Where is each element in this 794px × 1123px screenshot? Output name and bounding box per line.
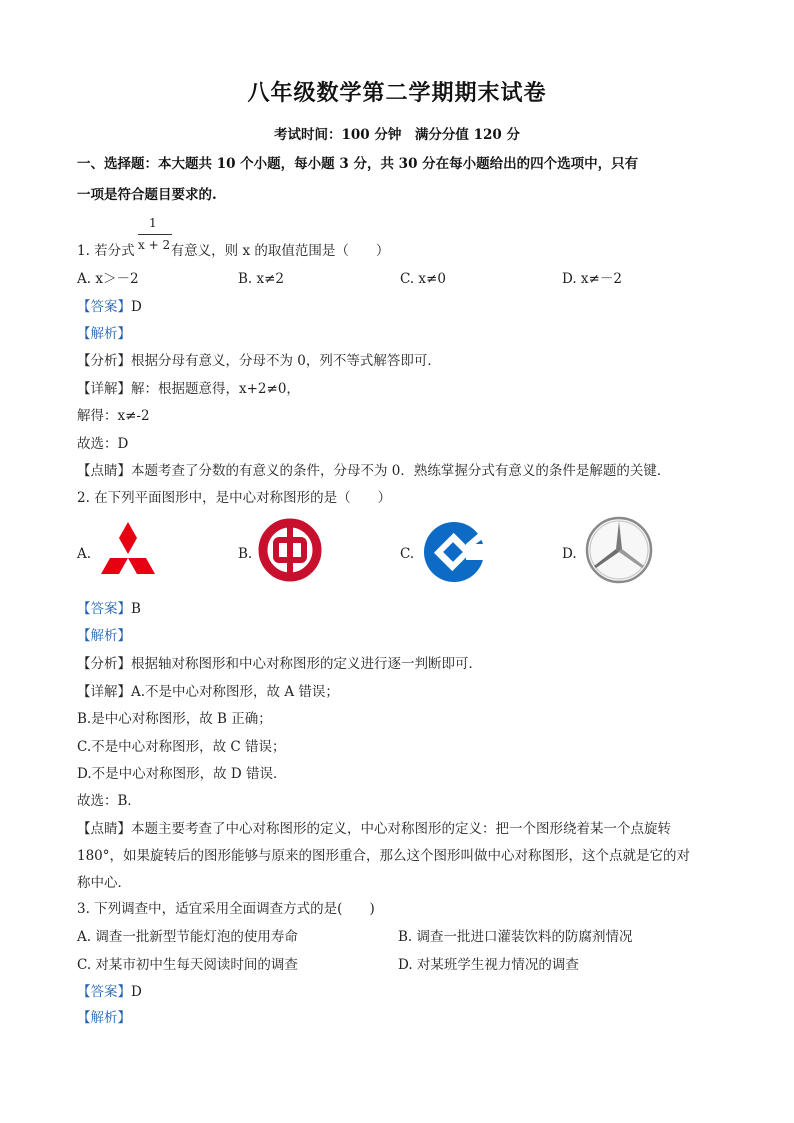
q1-dianjing <box>77 461 670 481</box>
q2-option-c-label: C. <box>400 546 415 562</box>
q2-fenxi <box>77 654 482 674</box>
q2-xiangjie-tag: 【详解】 <box>77 684 131 700</box>
q2-choose: 故选：B． <box>77 793 141 809</box>
q1-stem-suffix: 有意义，则 x 的取值范围是（ ） <box>170 243 390 259</box>
page-title: 八年级数学第二学期期末试卷 <box>247 80 547 106</box>
q3-analysis <box>77 1008 131 1028</box>
q3-option-a: A. 调查一批新型节能灯泡的使用寿命 <box>77 929 298 945</box>
q3-answer-tag: 【答案】 <box>77 984 131 1000</box>
q2-option-b-label: B. <box>238 546 253 562</box>
q1-fraction-denominator: x + 2 <box>138 238 171 252</box>
mitsubishi-logo-icon <box>96 522 160 582</box>
q1-fenxi-tag: 【分析】 <box>77 353 131 369</box>
q2-option-d-label: D. <box>562 546 577 562</box>
q1-solve: 解得：x≠-2 <box>77 408 150 424</box>
q2-xiangjie <box>77 682 339 702</box>
mitsubishi-top-diamond <box>119 522 137 554</box>
q2-answer <box>77 599 141 619</box>
q3-analysis-tag: 【解析】 <box>77 1010 131 1026</box>
q1-answer-tag: 【答案】 <box>77 299 131 315</box>
section-instructions-line1: 一、选择题：本大题共 10 个小题，每小题 3 分，共 30 分在每小题给出的四个选项中，只有 <box>77 156 639 172</box>
q2-option-a-label: A. <box>77 546 92 562</box>
q1-answer-value: D <box>131 299 142 315</box>
q1-fenxi-text: 根据分母有意义，分母不为 0，列不等式解答即可． <box>131 353 441 369</box>
q2-fenxi-text: 根据轴对称图形和中心对称图形的定义进行逐一判断即可． <box>131 656 482 672</box>
q3-answer-value: D <box>131 984 142 1000</box>
q2-dianjing-line2: 180°，如果旋转后的图形能够与原来的图形重合，那么这个图形叫做中心对称图形，这个点就是它的对 <box>77 848 691 864</box>
section-instructions-line2: 一项是符合题目要求的. <box>77 187 217 203</box>
mitsubishi-right-diamond <box>128 558 155 574</box>
q1-dianjing-text: 本题考查了分数的有意义的条件，分母不为 0．熟练掌握分式有意义的条件是解题的关键． <box>131 463 671 479</box>
ccb-logo-icon <box>422 518 486 586</box>
q1-xiangjie <box>77 379 300 399</box>
q1-dianjing-tag: 【点睛】 <box>77 463 131 479</box>
q2-analysis-tag: 【解析】 <box>77 628 131 644</box>
q3-stem: 3. 下列调查中，适宜采用全面调查方式的是( ) <box>77 901 375 917</box>
q2-dianjing-line1 <box>77 819 671 839</box>
mercedes-logo-icon <box>584 514 654 586</box>
q2-dianjing-line3: 称中心． <box>77 875 131 891</box>
exam-subtitle: 考试时间：100 分钟 满分分值 120 分 <box>274 127 520 143</box>
q3-option-b: B. 调查一批进口灌装饮料的防腐剂情况 <box>398 929 633 945</box>
q3-option-c: C. 对某市初中生每天阅读时间的调查 <box>77 957 298 973</box>
q2-stem: 2. 在下列平面图形中，是中心对称图形的是（ ） <box>77 490 392 506</box>
q2-line-d: D.不是中心对称图形，故 D 错误． <box>77 766 287 782</box>
q2-fenxi-tag: 【分析】 <box>77 656 131 672</box>
q2-line-b: B.是中心对称图形，故 B 正确； <box>77 711 272 727</box>
q1-fraction-numerator: 1 <box>149 216 157 230</box>
q1-option-b: B. x≠2 <box>238 271 285 287</box>
q1-fraction-bar <box>138 234 172 235</box>
q1-option-c: C. x≠0 <box>400 271 446 287</box>
q1-fenxi <box>77 351 441 371</box>
q2-dianjing-text1: 本题主要考查了中心对称图形的定义，中心对称图形的定义：把一个图形绕着某一个点旋转 <box>131 821 671 837</box>
bank-of-china-logo-icon <box>258 518 322 582</box>
q1-stem-prefix: 1. 若分式 <box>77 243 135 259</box>
q1-xiangjie-tag: 【详解】 <box>77 381 131 397</box>
q3-answer <box>77 982 142 1002</box>
q2-xiangjie-text: A.不是中心对称图形，故 A 错误； <box>131 684 339 700</box>
q2-dianjing-tag: 【点睛】 <box>77 821 131 837</box>
q2-answer-value: B <box>131 601 141 617</box>
q1-answer <box>77 297 142 317</box>
q2-answer-tag: 【答案】 <box>77 601 131 617</box>
q1-option-a: A. x＞－2 <box>77 271 139 287</box>
q1-analysis-tag: 【解析】 <box>77 326 131 342</box>
q1-analysis <box>77 324 131 344</box>
q1-choose: 故选：D <box>77 436 129 452</box>
q2-analysis <box>77 626 131 646</box>
mitsubishi-left-diamond <box>101 558 128 574</box>
q1-option-d: D. x≠－2 <box>562 271 622 287</box>
q1-stem <box>77 241 389 261</box>
q2-line-c: C.不是中心对称图形，故 C 错误； <box>77 739 286 755</box>
q3-option-d: D. 对某班学生视力情况的调查 <box>398 957 579 973</box>
q1-xiangjie-text: 解：根据题意得，x+2≠0， <box>131 381 300 397</box>
